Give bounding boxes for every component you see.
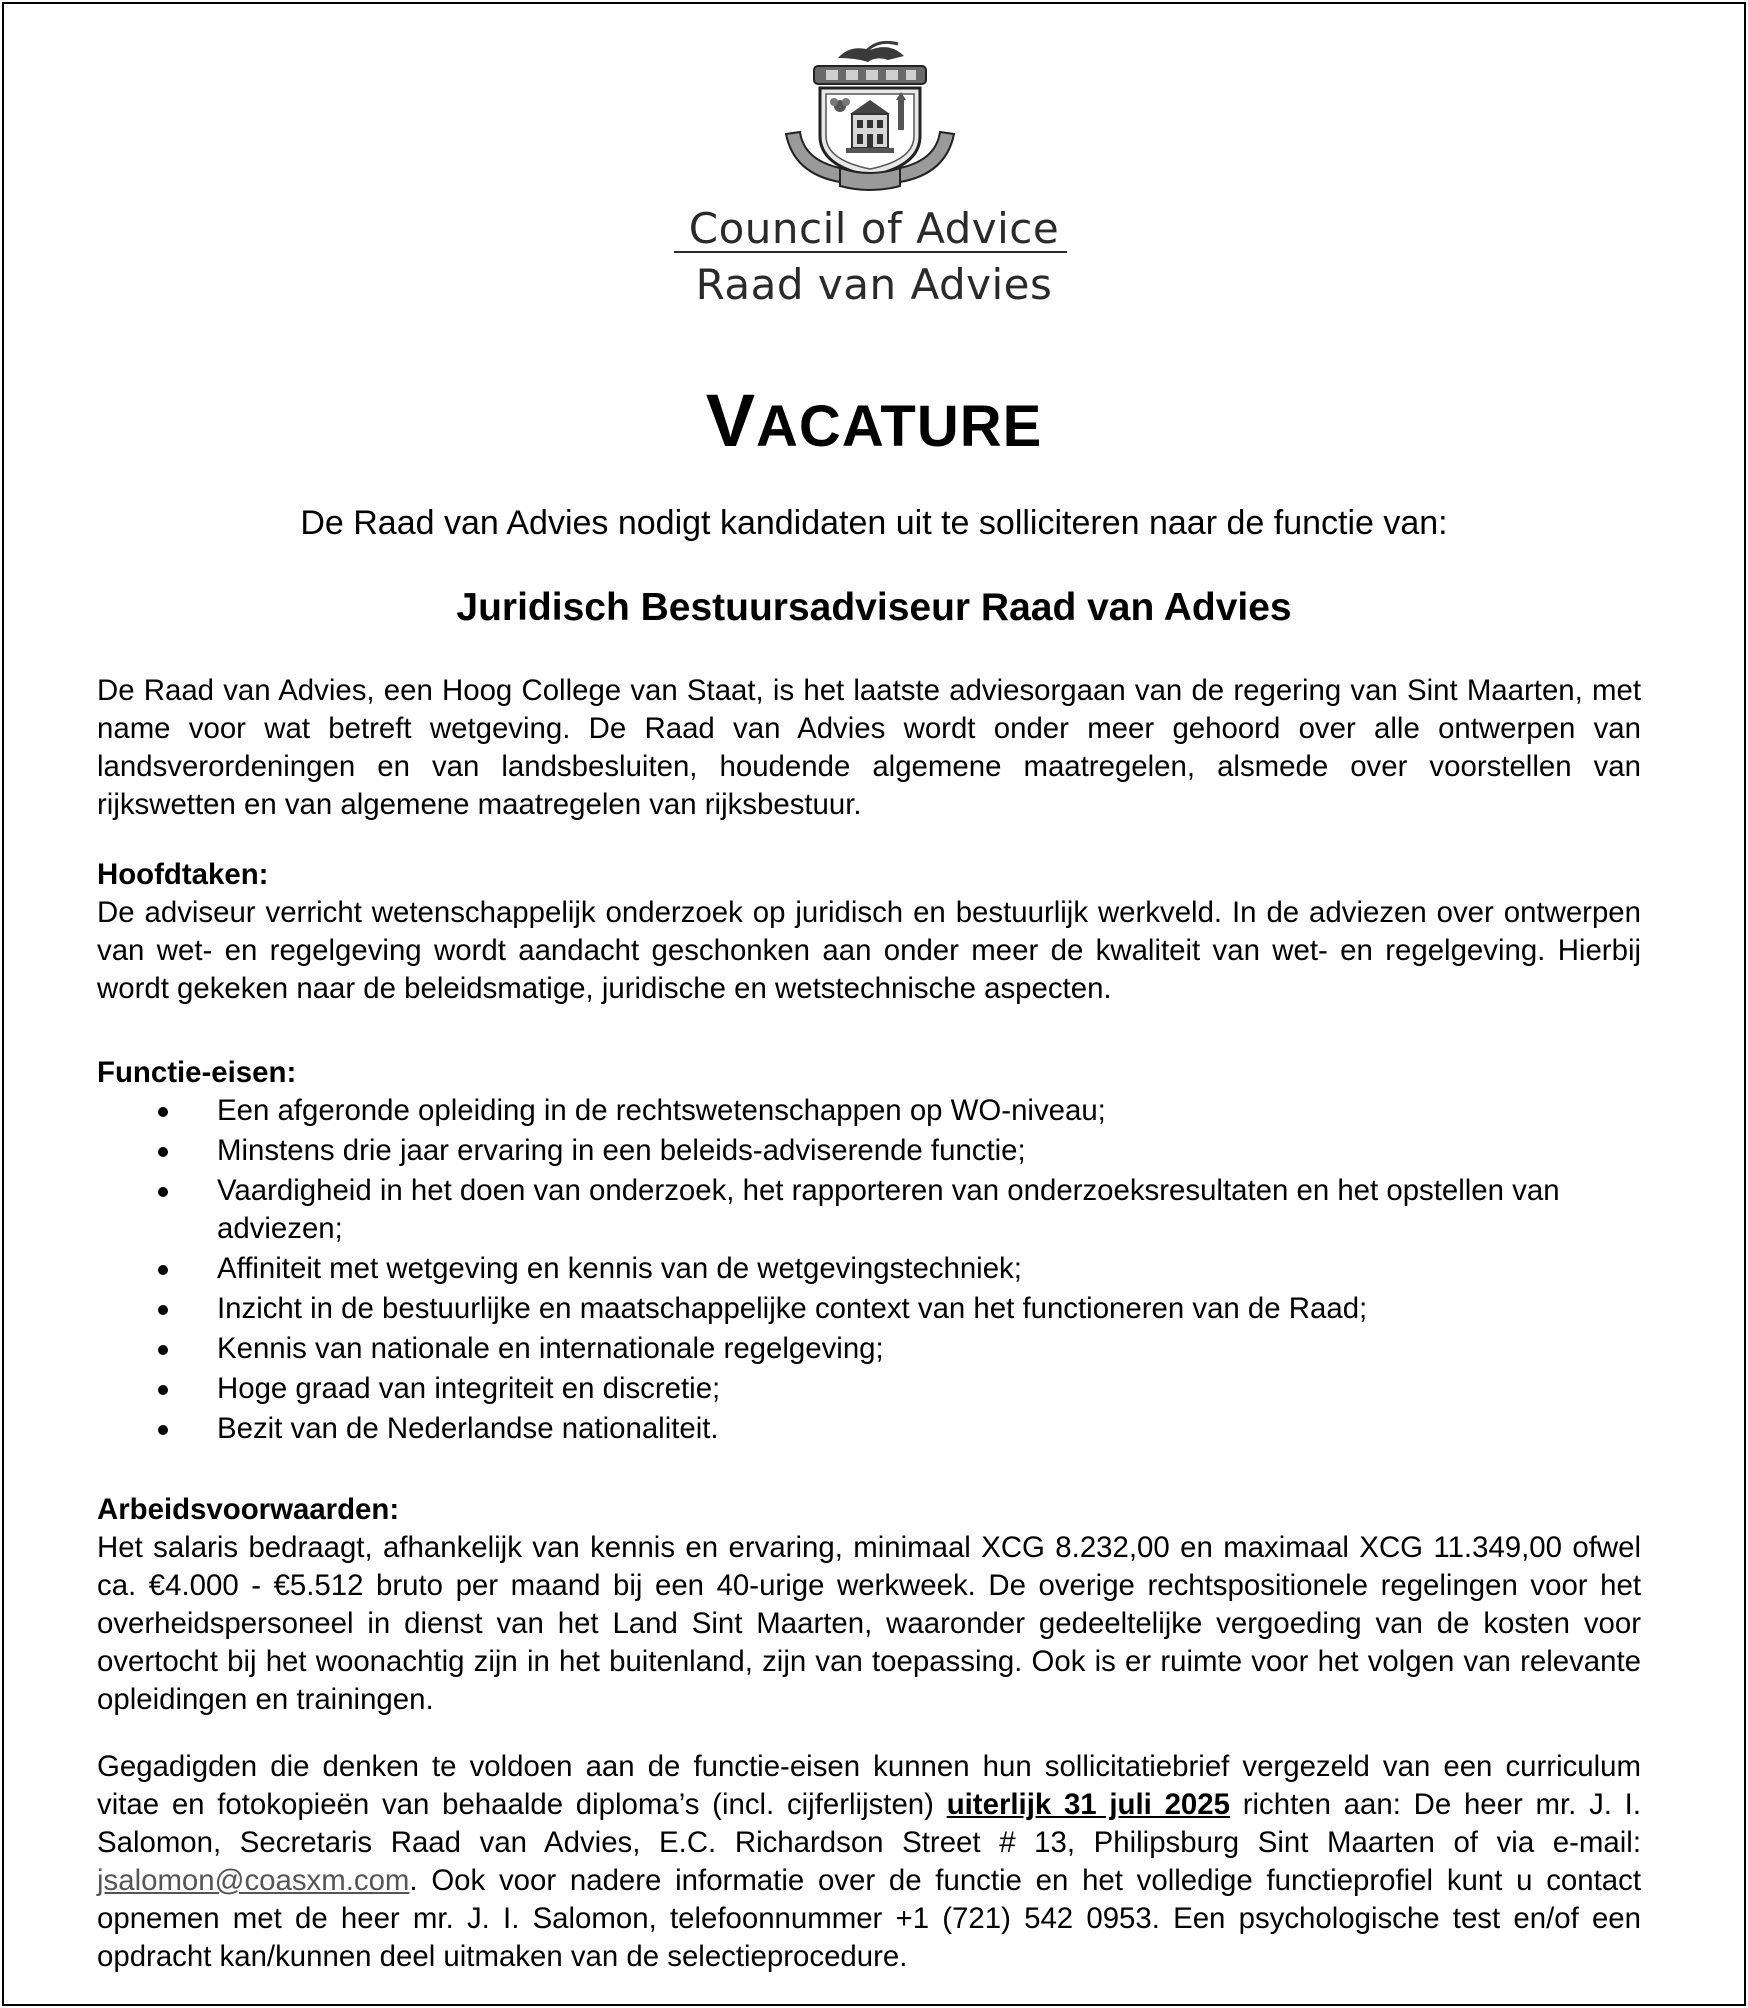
position-title: Juridisch Bestuursadviseur Raad van Advies xyxy=(456,586,1292,629)
arbeidsvoorwaarden-heading: Arbeidsvoorwaarden: xyxy=(97,1493,400,1526)
application-text-1: Gegadigden die denken te voldoen aan de functie-eisen kunnen hun sollicitatiebrief vergezeld van een curriculum vitae en fotokopieën van behaalde diploma’s (incl. cijferlijsten) xyxy=(97,1750,1641,1821)
coat-of-arms-logo xyxy=(780,36,960,194)
list-item xyxy=(97,1132,1641,1170)
hoofdtaken-section xyxy=(97,856,1641,1008)
list-item xyxy=(97,1290,1641,1328)
logo-title-english: Council of Advice xyxy=(688,204,1060,253)
hoofdtaken-heading: Hoofdtaken: xyxy=(97,858,269,891)
logo-divider xyxy=(674,251,1067,253)
list-item-text: Vaardigheid in het doen van onderzoek, het rapporteren van onderzoeksresultaten en het opstellen van adviezen; xyxy=(217,1174,1560,1245)
list-item xyxy=(97,1172,1641,1248)
list-item xyxy=(97,1250,1641,1288)
list-item-text: Bezit van de Nederlandse nationaliteit. xyxy=(217,1412,719,1445)
application-paragraph xyxy=(97,1748,1641,1976)
bullet-icon xyxy=(158,1147,168,1157)
arbeidsvoorwaarden-text: Het salaris bedraagt, afhankelijk van kennis en ervaring, minimaal XCG 8.232,00 en maximaal XCG 11.349,00 ofwel ca. €4.000 - €5.512 bruto per maand bij een 40-urige werkweek. De overige rechtspositionele regelingen voor het overheidspersoneel in dienst van het Land Sint Maarten, waaronder gedeeltelijke vergoeding van de kosten voor overtocht bij het woonachtig zijn in het buitenland, zijn van toepassing. Ook is er ruimte voor het volgen van relevante opleidingen en trainingen. xyxy=(97,1531,1641,1716)
bullet-icon xyxy=(158,1187,168,1197)
list-item xyxy=(97,1410,1641,1448)
list-item-text: Kennis van nationale en internationale regelgeving; xyxy=(217,1332,884,1365)
list-item xyxy=(97,1330,1641,1368)
list-item-text: Hoge graad van integriteit en discretie; xyxy=(217,1372,721,1405)
application-section xyxy=(97,1748,1641,1976)
bullet-icon xyxy=(158,1305,168,1315)
list-item xyxy=(97,1370,1641,1408)
application-text-3: . Ook voor nadere informatie over de functie en het volledige functieprofiel kunt u contact opnemen met de heer mr. J. I. Salomon, telefoonnummer +1 (721) 542 0953. Een psychologische test en/of een opdracht kan/kunnen deel uitmaken van de selectieprocedure. xyxy=(97,1864,1641,1973)
bullet-icon xyxy=(158,1425,168,1435)
page-title-rest: ACATURE xyxy=(756,394,1043,459)
email-link[interactable]: jsalomon@coasxm.com xyxy=(97,1864,410,1897)
application-text-2: richten aan: De heer mr. J. I. Salomon, Secretaris Raad van Advies, E.C. Richardson Street # 13, Philipsburg Sint Maarten of via e-mail: xyxy=(97,1788,1641,1859)
functie-eisen-heading: Functie-eisen: xyxy=(97,1056,297,1089)
list-item-text: Inzicht in de bestuurlijke en maatschappelijke context van het functioneren van de Raad; xyxy=(217,1292,1368,1325)
list-item-text: Affiniteit met wetgeving en kennis van de wetgevingstechniek; xyxy=(217,1252,1022,1285)
hoofdtaken-text: De adviseur verricht wetenschappelijk onderzoek op juridisch en bestuurlijk werkveld. In de adviezen over ontwerpen van wet- en regelgeving wordt aandacht geschonken aan onder meer de kwaliteit van wet- en regelgeving. Hierbij wordt gekeken naar de beleidsmatige, juridische en wetstechnische aspecten. xyxy=(97,896,1641,1005)
logo-title-dutch: Raad van Advies xyxy=(695,260,1053,309)
requirements-list xyxy=(97,1092,1641,1448)
list-item-text: Een afgeronde opleiding in de rechtswetenschappen op WO-niveau; xyxy=(217,1094,1106,1127)
page-title-first-letter: V xyxy=(705,379,757,462)
description-text: De Raad van Advies, een Hoog College van Staat, is het laatste adviesorgaan van de regering van Sint Maarten, met name voor wat betreft wetgeving. De Raad van Advies wordt onder meer gehoord over alle ontwerpen van landsverordeningen en van landsbesluiten, houdende algemene maatregelen, alsmede over voorstellen van rijkswetten en van algemene maatregelen van rijksbestuur. xyxy=(97,674,1641,821)
page-title xyxy=(0,379,1748,462)
intro-text: De Raad van Advies nodigt kandidaten uit te solliciteren naar de functie van: xyxy=(300,504,1448,542)
arbeidsvoorwaarden-section xyxy=(97,1491,1641,1719)
list-item-text: Minstens drie jaar ervaring in een beleids-adviserende functie; xyxy=(217,1134,1026,1167)
bullet-icon xyxy=(158,1107,168,1117)
functie-eisen-section xyxy=(97,1054,1641,1450)
bullet-icon xyxy=(158,1345,168,1355)
list-item xyxy=(97,1092,1641,1130)
description-paragraph xyxy=(97,672,1641,824)
deadline-text: uiterlijk 31 juli 2025 xyxy=(946,1788,1230,1821)
bullet-icon xyxy=(158,1385,168,1395)
bullet-icon xyxy=(158,1265,168,1275)
